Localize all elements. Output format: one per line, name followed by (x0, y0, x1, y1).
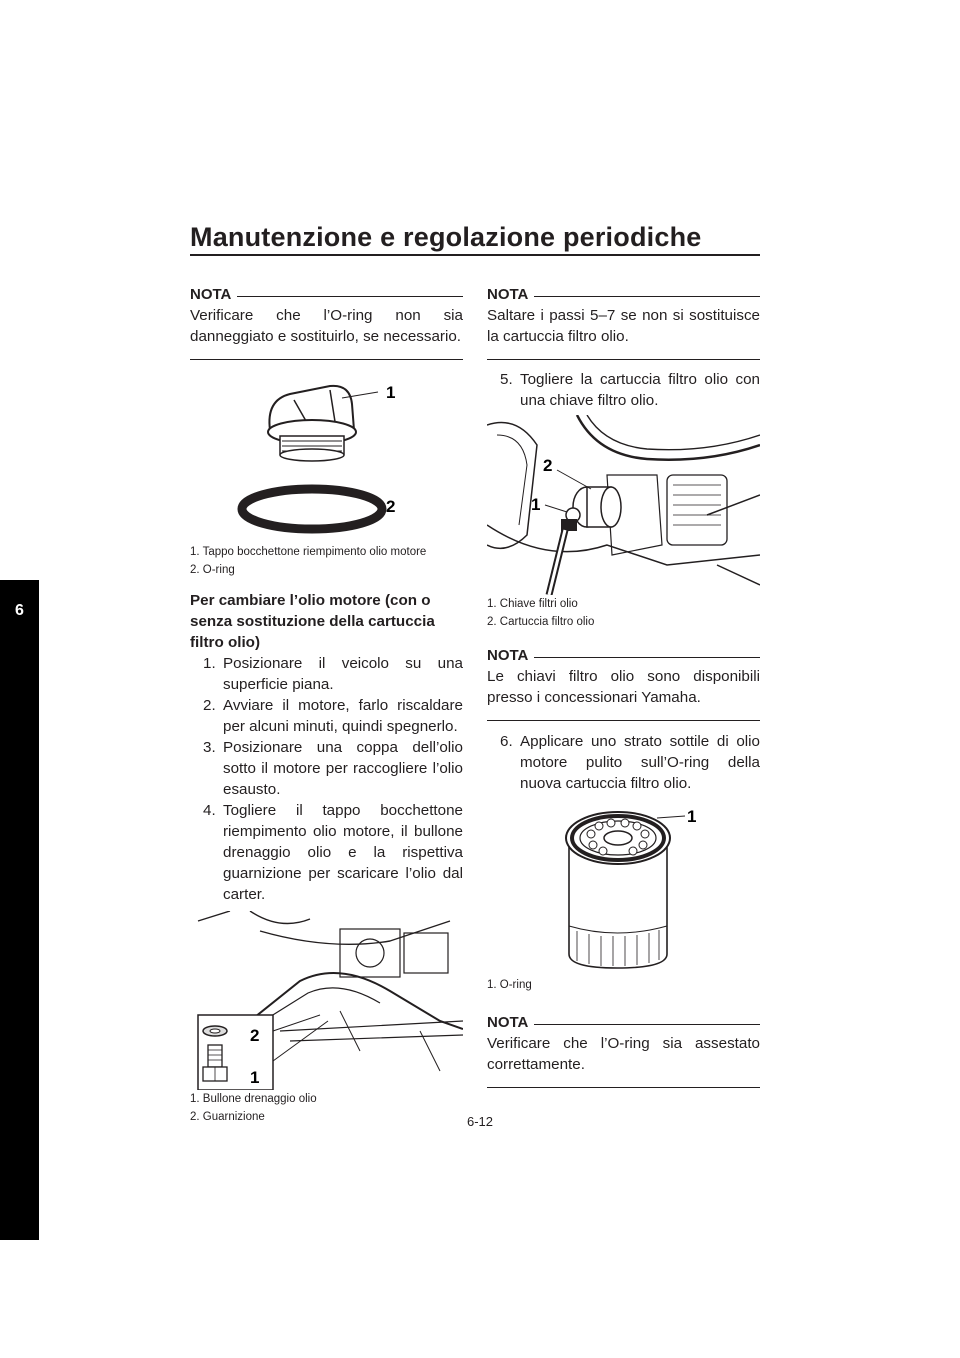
figure-caption: 2. O-ring (190, 564, 235, 576)
step-item (190, 737, 463, 800)
figure-caption: 2. Guarnizione (190, 1111, 265, 1123)
nota-heading (487, 645, 760, 665)
nota-label: NOTA (190, 285, 232, 303)
nota-heading (190, 284, 463, 304)
nota-label: NOTA (487, 285, 529, 303)
nota-box-oring-check (190, 284, 463, 360)
callout-2: 2 (250, 1026, 260, 1045)
header-rule (190, 254, 760, 256)
figure-filter-wrench (487, 415, 760, 595)
step-item (190, 800, 463, 905)
step-item (190, 695, 463, 737)
nota-text: Verificare che l’O-ring sia assestato correttamente. (487, 1035, 760, 1073)
left-column (190, 284, 463, 1126)
figure-oil-cap (190, 360, 463, 543)
nota-end-rule (487, 720, 760, 721)
callout-1: 1 (250, 1068, 260, 1087)
callout-1: 1 (386, 383, 396, 402)
figure-caption: 1. Chiave filtri olio (487, 598, 578, 610)
nota-label: NOTA (487, 646, 529, 664)
step-number: 3. (203, 739, 216, 756)
nota-text: Le chiavi filtro olio sono disponibili presso i concessionari Yamaha. (487, 668, 760, 706)
figure-caption: 1. Bullone drenaggio olio (190, 1093, 317, 1105)
nota-box-wrench-availability (487, 645, 760, 721)
callout-2: 2 (543, 456, 553, 475)
step-item (487, 731, 760, 794)
step-number: 6. (500, 733, 513, 750)
nota-end-rule (487, 1087, 760, 1088)
section-heading: Per cambiare l’olio motore (con o senza sostituzione della cartuccia filtro olio) (190, 592, 435, 651)
step-number: 5. (500, 371, 513, 388)
page-title: Manutenzione e regolazione periodiche (190, 222, 702, 252)
chapter-number: 6 (15, 602, 24, 619)
callout-2: 2 (386, 497, 396, 516)
oil-filter-illustration (487, 806, 760, 976)
step-number: 1. (203, 655, 216, 672)
figure-caption: 1. O-ring (487, 979, 532, 991)
step-list (487, 369, 760, 411)
step-text: Posizionare una coppa dell’olio sotto il motore per raccogliere l’olio esausto. (223, 739, 463, 798)
filter-wrench-illustration (487, 415, 760, 595)
callout-1: 1 (687, 807, 697, 826)
step-item (487, 369, 760, 411)
chapter-tab (0, 580, 39, 1240)
step-number: 2. (203, 697, 216, 714)
step-item (190, 653, 463, 695)
nota-text: Saltare i passi 5–7 se non si sostituisce la cartuccia filtro olio. (487, 307, 760, 345)
page-number: 6-12 (466, 1114, 494, 1129)
nota-label: NOTA (487, 1013, 529, 1031)
step-text: Posizionare il veicolo su una superficie piana. (223, 655, 463, 693)
step-number: 4. (203, 802, 216, 819)
figure-drain-bolt (190, 911, 463, 1090)
step-list (190, 653, 463, 905)
right-column (487, 284, 760, 1088)
step-list (487, 731, 760, 794)
callout-1: 1 (531, 495, 541, 514)
step-text: Avviare il motore, farlo riscaldare per alcuni minuti, quindi spegnerlo. (223, 697, 463, 735)
oil-cap-illustration (190, 360, 463, 543)
nota-heading (487, 1012, 760, 1032)
figure-caption: 2. Cartuccia filtro olio (487, 616, 595, 628)
figure-oil-filter (487, 806, 760, 976)
nota-heading (487, 284, 760, 304)
drain-bolt-illustration (190, 911, 463, 1090)
figure-caption: 1. Tappo bocchettone riempimento olio motore (190, 546, 427, 558)
nota-box-oring-seated (487, 1012, 760, 1088)
nota-end-rule (487, 359, 760, 360)
step-text: Applicare uno strato sottile di olio motore pulito sull’O-ring della nuova cartuccia filtro olio. (520, 733, 760, 792)
step-text: Togliere il tappo bocchettone riempimento olio motore, il bullone drenaggio olio e la rispettiva guarnizione per scaricare l’olio dal carter. (223, 802, 463, 903)
nota-text: Verificare che l’O-ring non sia danneggiato e sostituirlo, se necessario. (190, 307, 463, 345)
nota-box-skip-steps (487, 284, 760, 360)
step-text: Togliere la cartuccia filtro olio con una chiave filtro olio. (520, 371, 760, 409)
